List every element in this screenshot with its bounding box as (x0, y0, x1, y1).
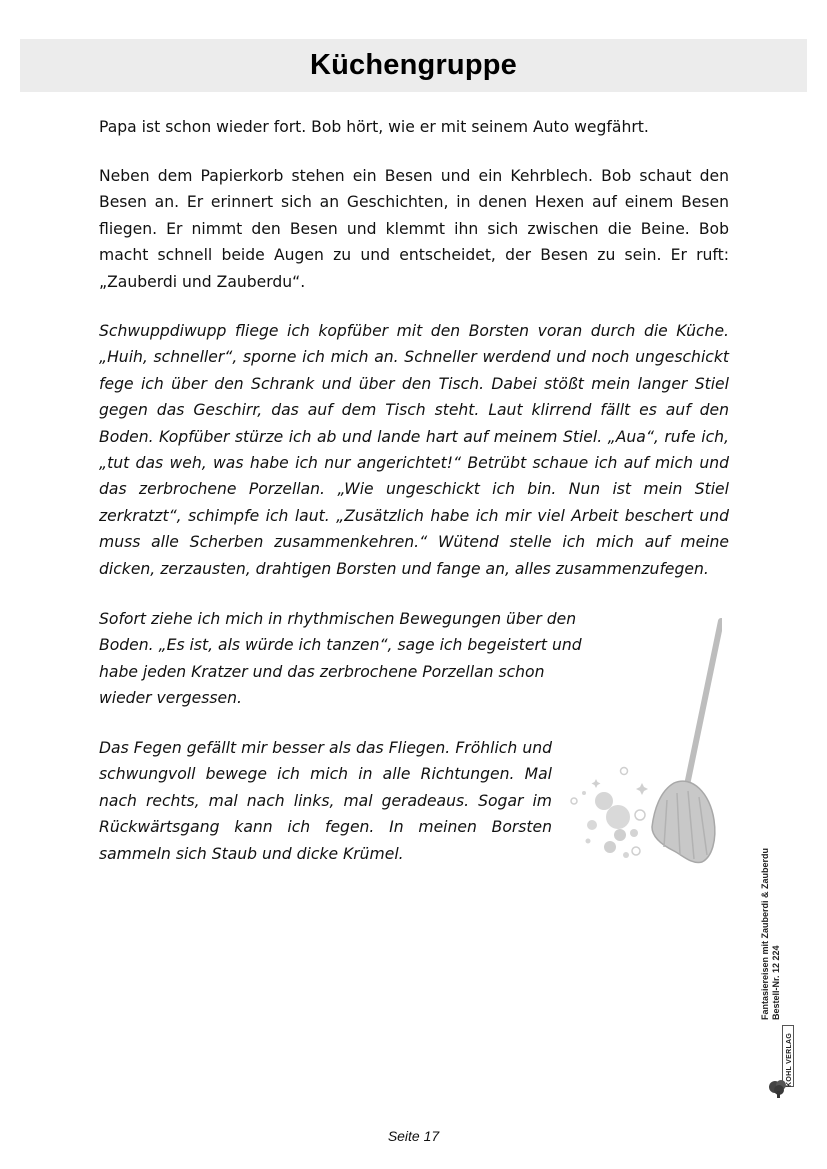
order-number: Bestell-Nr. 12 224 (771, 945, 781, 1020)
paragraph-broom: Neben dem Papierkorb stehen ein Besen und ein Kehrblech. Bob schaut den Besen an. Er erinnert sich an Geschichten, in denen Hexen auf einem Besen fliegen. Er nimmt den Besen und klemmt ihn sich zwischen die Beine. Bob macht schnell beide Augen zu und entscheidet, der Besen zu sein. Er ruft: „Zauberdi und Zauberdu“. (99, 167, 729, 291)
book-title: Fantasiereisen mit Zauberdi & Zauberdu (760, 847, 770, 1020)
publisher-logo (760, 1025, 800, 1100)
publisher-sidebar (760, 820, 810, 1100)
paragraph-dance: Sofort ziehe ich mich in rhythmischen Bewegungen über den Boden. „Es ist, als würde ich tanzen“, sage ich begeistert und habe jeden Kratzer und das zerbrochene Porzellan schon wieder vergessen. (99, 610, 582, 708)
title-bar (20, 39, 807, 92)
paragraph-sweeping: Das Fegen gefällt mir besser als das Fliegen. Fröhlich und schwungvoll bewege ich mich in alle Richtungen. Mal nach rechts, mal nach links, mal geradeaus. Sogar im Rückwärtsgang kann ich fegen. In meinen Borsten sammeln sich Staub und dicke Krümel. (99, 739, 552, 863)
page-number: Seite 17 (387, 1128, 440, 1144)
book-info (760, 820, 790, 1020)
broom-icon (562, 615, 722, 870)
page-title: Küchengruppe (309, 49, 517, 81)
paragraph-flight: Schwuppdiwupp fliege ich kopfüber mit den Borsten voran durch die Küche. „Huih, schneller“, sporne ich mich an. Schneller werdend und noch ungeschickt fege ich über den Schrank und über den Tisch. Dabei stößt mein langer Stiel gegen das Geschirr, das auf dem Tisch steht. Laut klirrend fällt es auf den Boden. Kopfüber stürze ich ab und lande hart auf meinem Stiel. „Aua“, rufe ich, „tut das weh, was habe ich nur angerichtet!“ Betrübt schaue ich auf mich und das zerbrochene Porzellan. „Wie ungeschickt ich bin. Nun ist mein Stiel zerkratzt“, schimpfe ich laut. „Zusätzlich habe ich mir viel Arbeit beschert und muss alle Scherben zusammenkehren.“ Wütend stelle ich mich auf meine dicken, zerzausten, drahtigen Borsten und fange an, alles zusammenzufegen. (99, 322, 729, 578)
publisher-name: KOHL VERLAG (786, 1032, 793, 1087)
paragraph-intro: Papa ist schon wieder fort. Bob hört, wie er mit seinem Auto wegfährt. (99, 118, 649, 136)
tree-icon (766, 1077, 792, 1099)
